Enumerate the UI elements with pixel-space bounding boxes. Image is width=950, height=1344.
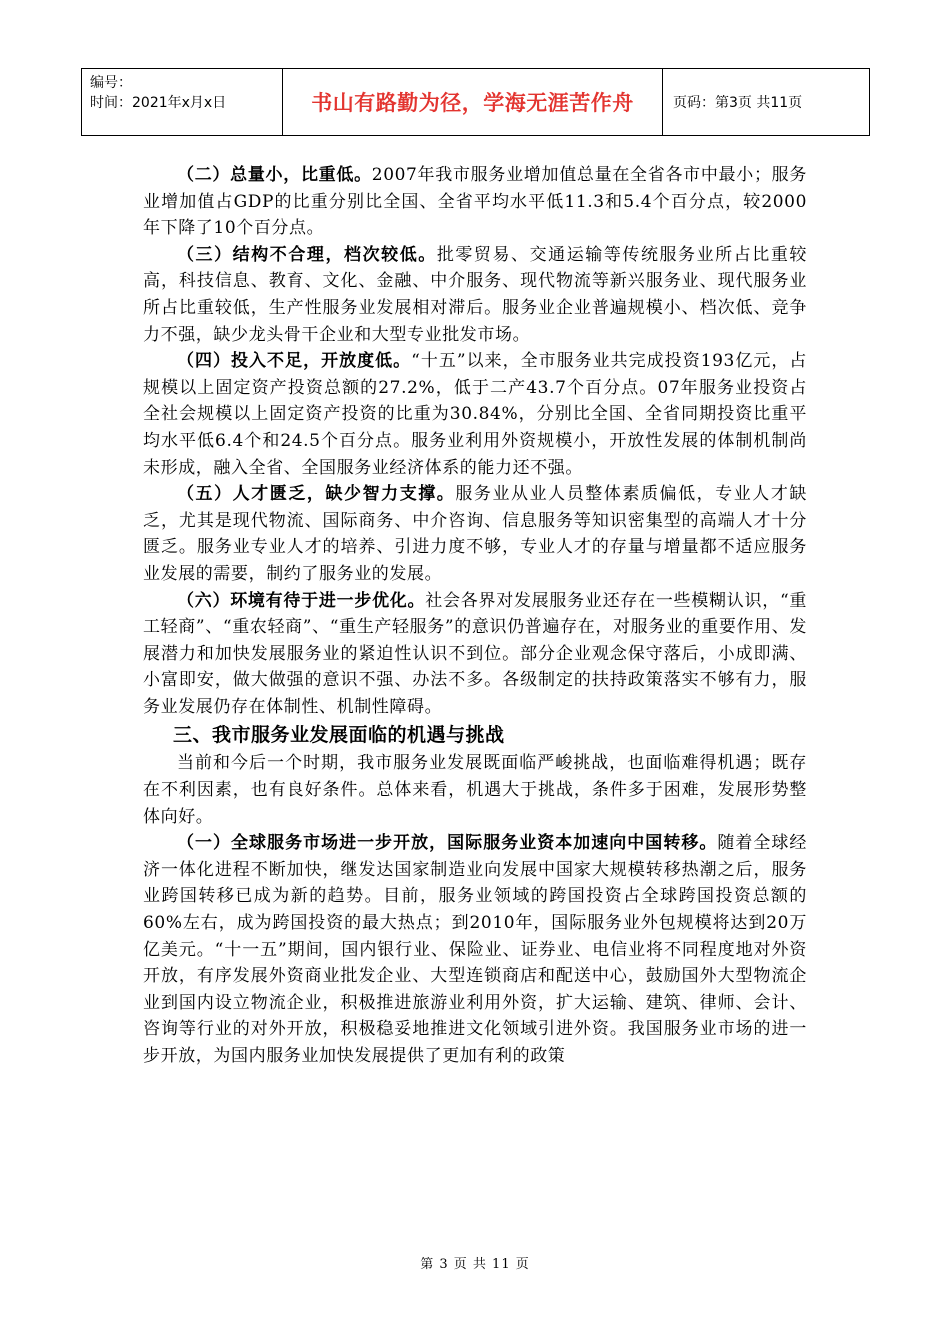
paragraph bbox=[143, 588, 807, 721]
section-title: 三、我市服务业发展面临的机遇与挑战 bbox=[173, 724, 505, 747]
header-motto: 书山有路勤为径，学海无涯苦作舟 bbox=[283, 69, 663, 135]
paragraph-text: 社会各界对发展服务业还存在一些模糊认识，“重工轻商”、“重农轻商”、“重生产轻服务”的意识仍普遍存在，对服务业的重要作用、发展潜力和加快发展服务业的紧迫性认识不到位。部分企业观念保守落后，小成即满、小富即安，做大做强的意识不强、办法不多。各级制定的扶持政策落实不够有力，服务业发展仍存在体制性、机制性障碍。 bbox=[143, 590, 807, 717]
paragraph bbox=[143, 348, 807, 481]
paragraph-lead: （三）结构不合理，档次较低。 bbox=[177, 244, 437, 265]
header-meta bbox=[82, 69, 283, 135]
paragraph-lead: （五）人才匮乏，缺少智力支撑。 bbox=[177, 484, 456, 505]
paragraph bbox=[143, 242, 807, 348]
paragraph-lead: （二）总量小，比重低。 bbox=[177, 165, 372, 185]
paragraph-text: “十五”以来，全市服务业共完成投资193亿元，占规模以上固定资产投资总额的27.2%，低于二产43.7个百分点。07年服务业投资占全社会规模以上固定资产投资的比重为30.84%，分别比全国、全省同期投资比重平均水平低6.4个和24.5个百分点。服务业利用外资规模小，开放性发展的体制机制尚未形成，融入全省、全国服务业经济体系的能力还不强。 bbox=[143, 351, 807, 478]
paragraph-text: 2007年我市服务业增加值总量在全省各市中最小；服务业增加值占GDP的比重分别比全国、全省平均水平低11.3和5.4个百分点，较2000年下降了10个百分点。 bbox=[143, 165, 807, 239]
paragraph bbox=[143, 162, 807, 242]
paragraph-text: 服务业从业人员整体素质偏低，专业人才缺乏，尤其是现代物流、国际商务、中介咨询、信息服务等知识密集型的高端人才十分匮乏。服务业专业人才的培养、引进力度不够，专业人才的存量与增量都不适应服务业发展的需要，制约了服务业的发展。 bbox=[143, 484, 808, 584]
paragraph-lead: （六）环境有待于进一步优化。 bbox=[177, 590, 426, 611]
header-page-label: 页码：第3页 共11页 bbox=[673, 95, 803, 111]
number-label: 编号： bbox=[90, 75, 132, 91]
paragraph bbox=[143, 481, 807, 587]
paragraph-lead: （四）投入不足，开放度低。 bbox=[177, 351, 412, 372]
document-body bbox=[143, 162, 807, 1070]
page-header bbox=[81, 68, 870, 136]
paragraph-text: 批零贸易、交通运输等传统服务业所占比重较高，科技信息、教育、文化、金融、中介服务、现代物流等新兴服务业、现代服务业所占比重较低，生产性服务业发展相对滞后。服务业企业普遍规模小、档次低、竞争力不强，缺少龙头骨干企业和大型专业批发市场。 bbox=[143, 244, 808, 345]
paragraph-lead: （一）全球服务市场进一步开放，国际服务业资本加速向中国转移。 bbox=[177, 833, 718, 854]
intro-paragraph: 当前和今后一个时期，我市服务业发展既面临严峻挑战，也面临难得机遇；既存在不利因素，也有良好条件。总体来看，机遇大于挑战，条件多于困难，发展形势整体向好。 bbox=[143, 753, 807, 827]
time-label: 时间：2021年x月x日 bbox=[90, 95, 227, 111]
paragraph-text: 随着全球经济一体化进程不断加快，继发达国家制造业向发展中国家大规模转移热潮之后，服务业跨国转移已成为新的趋势。目前，服务业领域的跨国投资占全球跨国投资总额的60%左右，成为跨国投资的最大热点；到2010年，国际服务业外包规模将达到20万亿美元。“十一五”期间，国内银行业、保险业、证券业、电信业将不同程度地对外资开放，有序发展外资商业批发企业、大型连锁商店和配送中心，鼓励国外大型物流企业到国内设立物流企业，积极推进旅游业利用外资，扩大运输、建筑、律师、会计、咨询等行业的对外开放，积极稳妥地推进文化领域引进外资。我国服务业市场的进一步开放，为国内服务业加快发展提供了更加有利的政策 bbox=[143, 833, 808, 1066]
page-footer: 第 3 页 共 11 页 bbox=[420, 1257, 530, 1272]
paragraph bbox=[143, 830, 807, 1069]
